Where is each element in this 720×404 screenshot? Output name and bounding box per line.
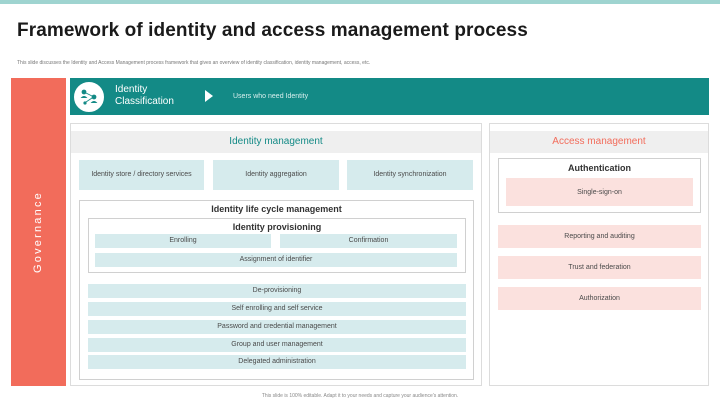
group-user-management-chip: Group and user management [88, 338, 466, 352]
assignment-chip: Assignment of identifier [95, 253, 457, 267]
governance-label: Governance [32, 191, 44, 273]
authentication-heading: Authentication [568, 163, 631, 173]
password-management-chip: Password and credential management [88, 320, 466, 334]
lifecycle-management-heading: Identity life cycle management [211, 204, 342, 214]
identity-provisioning-heading: Identity provisioning [232, 222, 322, 232]
authorization-chip: Authorization [498, 287, 701, 310]
footer-note: This slide is 100% editable. Adapt it to your needs and capture your audience's attention. [261, 393, 459, 399]
identity-management-heading: Identity management [71, 131, 481, 153]
identity-classification-description: Users who need Identity [233, 93, 309, 100]
identity-synchronization-chip: Identity synchronization [347, 160, 473, 190]
identity-store-chip: Identity store / directory services [79, 160, 204, 190]
page-subtitle: This slide discusses the Identity and Access Management process framework that gives an overview of identity classification, identity management, access, etc. [17, 60, 371, 66]
identity-aggregation-chip: Identity aggregation [213, 160, 339, 190]
single-sign-on-chip: Single-sign-on [506, 178, 693, 206]
people-network-icon [72, 80, 106, 114]
enrolling-chip: Enrolling [95, 234, 271, 248]
reporting-auditing-chip: Reporting and auditing [498, 225, 701, 248]
identity-classification-label: Identity Classification [115, 84, 174, 107]
trust-federation-chip: Trust and federation [498, 256, 701, 279]
top-accent-strip [0, 0, 720, 4]
deprovisioning-chip: De-provisioning [88, 284, 466, 298]
play-arrow-icon [205, 90, 213, 102]
confirmation-chip: Confirmation [280, 234, 457, 248]
delegated-administration-chip: Delegated administration [88, 355, 466, 369]
access-management-heading: Access management [490, 131, 708, 153]
self-enrolling-chip: Self enrolling and self service [88, 302, 466, 316]
page-title: Framework of identity and access management process [17, 20, 528, 41]
